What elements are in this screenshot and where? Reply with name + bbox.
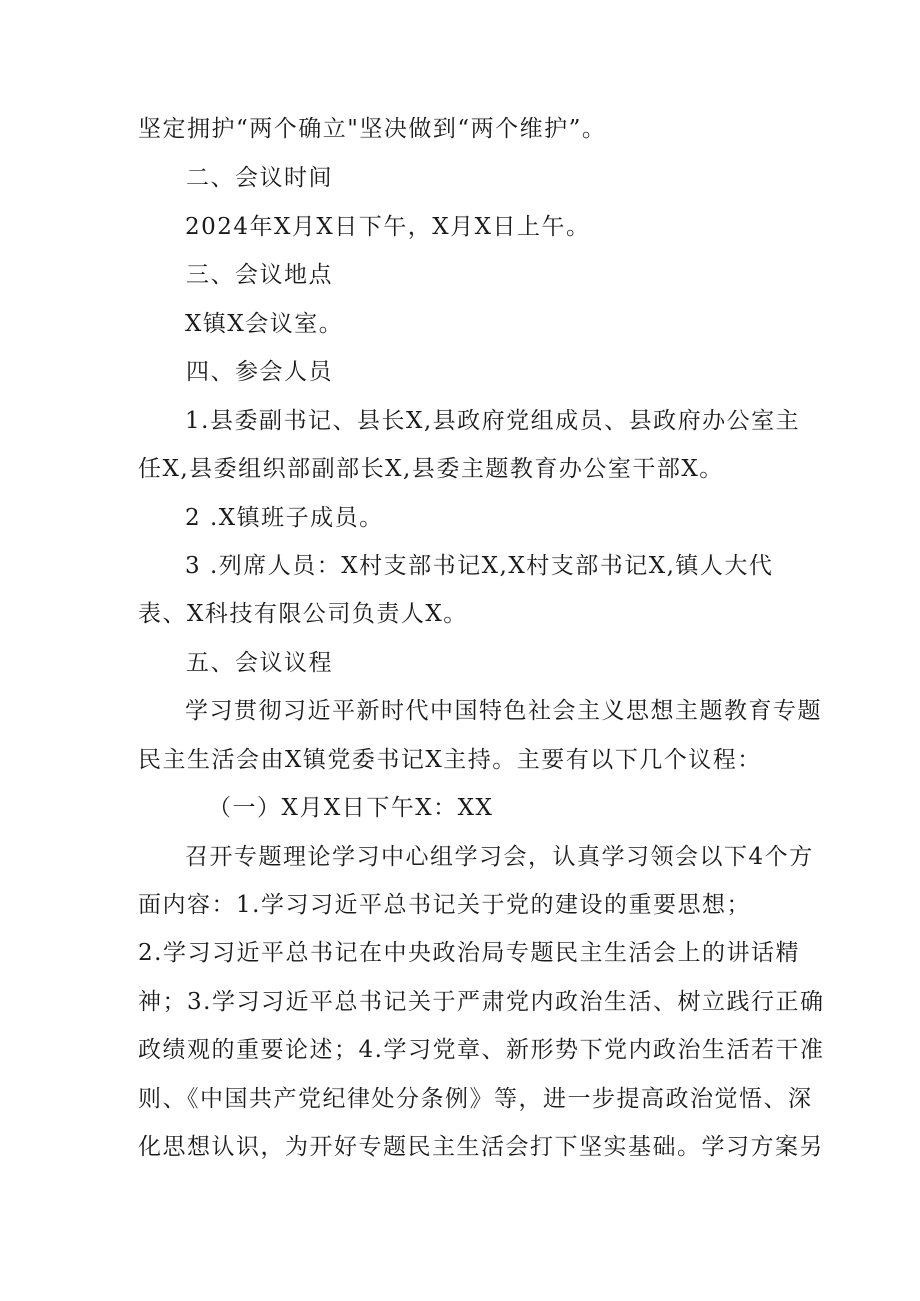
agenda-body-line: 召开专题理论学习中心组学习会，认真学习领会以下4个方 (185, 844, 814, 870)
agenda-intro-cont: 民主生活会由X镇党委书记X主持。主要有以下几个议程： (138, 747, 762, 773)
agenda-body-line: 则、《中国共产党纪律处分条例》等，进一步提高政治觉悟、深 (138, 1086, 813, 1112)
agenda-body-line: 神；3.学习习近平总书记关于严肃党内政治生活、树立践行正确 (138, 989, 825, 1015)
agenda-body-line: 化思想认识，为开好专题民主生活会打下坚实基础。学习方案另 (138, 1134, 824, 1160)
attendee-item-3: 3 .列席人员：X村支部书记X,X村支部书记X,镇人大代 (185, 553, 774, 579)
agenda-body-line: 面内容：1.学习习近平总书记关于党的建设的重要思想； (138, 892, 751, 918)
agenda-body-line: 政绩观的重要论述；4.学习党章、新形势下党内政治生活若干准 (138, 1037, 825, 1063)
section-heading-agenda: 五、会议议程 (186, 650, 333, 676)
section-heading-time: 二、会议时间 (186, 165, 333, 191)
attendee-item-2: 2 .X镇班子成员。 (185, 505, 384, 531)
attendee-item-3-cont: 表、X科技有限公司负责人X。 (138, 601, 468, 627)
agenda-intro-line: 学习贯彻习近平新时代中国特色社会主义思想主题教育专题 (185, 698, 822, 724)
attendee-item-1: 1.县委副书记、县长X,县政府党组成员、县政府办公室主 (185, 408, 801, 434)
meeting-time-text: 2024年X月X日下午，X月X日上午。 (185, 214, 591, 240)
body-text-line: 坚定拥护“两个确立"坚决做到“两个维护”。 (138, 116, 607, 142)
agenda-body-line: 2.学习习近平总书记在中央政治局专题民主生活会上的讲话精 (138, 940, 800, 966)
section-heading-place: 三、会议地点 (186, 262, 333, 288)
meeting-place-text: X镇X会议室。 (185, 311, 344, 337)
section-heading-attendees: 四、参会人员 (186, 359, 333, 385)
agenda-subheading-1: （一）X月X日下午X：XX (208, 795, 494, 821)
attendee-item-1-cont: 任X,县委组织部副部长X,县委主题教育办公室干部X。 (138, 456, 724, 482)
